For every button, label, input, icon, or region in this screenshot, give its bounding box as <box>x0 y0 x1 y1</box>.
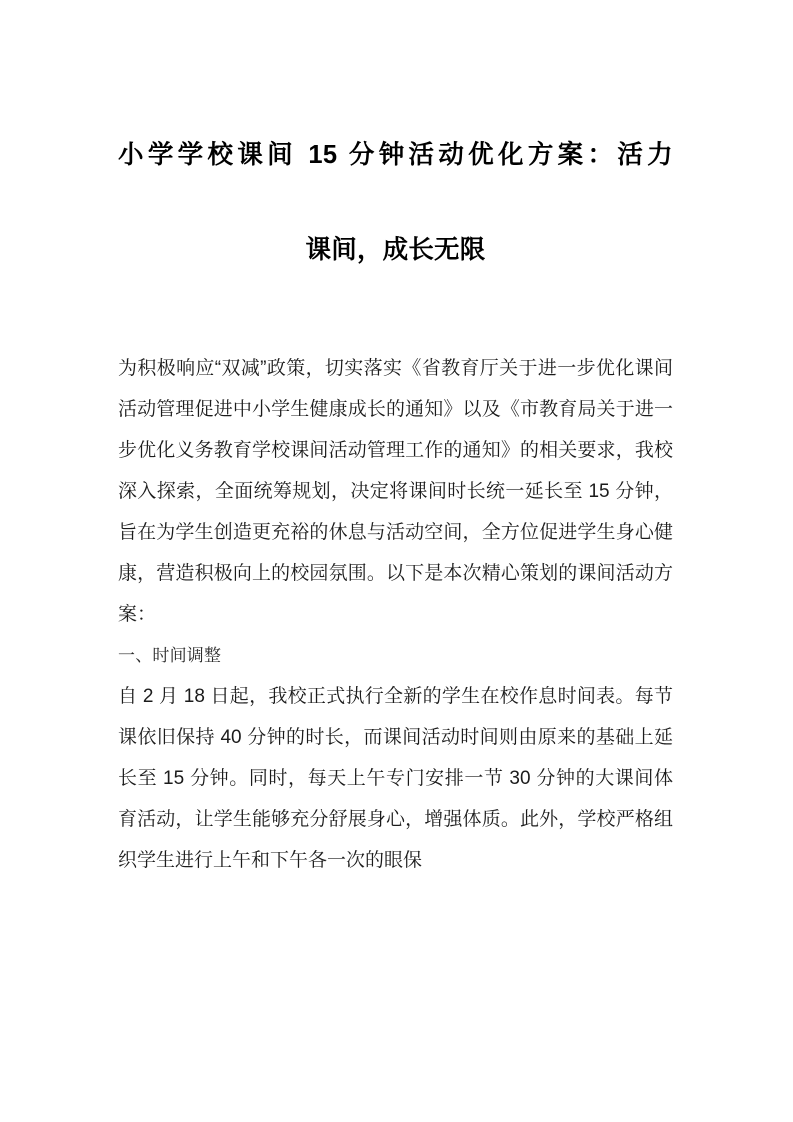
document-content-column <box>118 0 673 881</box>
page-title-line-1: 小学学校课间 15 分钟活动优化方案：活力 <box>118 141 673 169</box>
page-title <box>118 108 673 298</box>
document-body <box>118 298 673 881</box>
paragraph-time-adjustment: 自 2 月 18 日起，我校正式执行全新的学生在校作息时间表。每节课依旧保持 40 分钟的时长，而课间活动时间则由原来的基础上延长至 15 分钟。同时，每天上午专门安排一节 30 分钟的大课间体育活动，让学生能够充分舒展身心，增强体质。此外，学校严格组织学生进行上午和下午各一次的眼保 <box>118 686 673 871</box>
section-heading-time-adjustment: 一、时间调整 <box>118 646 222 665</box>
paragraph-intro: 为积极响应“双减”政策，切实落实《省教育厅关于进一步优化课间活动管理促进中小学生健康成长的通知》以及《市教育局关于进一步优化义务教育学校课间活动管理工作的通知》的相关要求，我校深入探索，全面统筹规划，决定将课间时长统一延长至 15 分钟，旨在为学生创造更充裕的休息与活动空间，全方位促进学生身心健康，营造积极向上的校园氛围。以下是本次精心策划的课间活动方案： <box>118 358 673 625</box>
document-title-block <box>118 0 673 298</box>
page-title-line-2: 课间，成长无限 <box>305 236 486 264</box>
